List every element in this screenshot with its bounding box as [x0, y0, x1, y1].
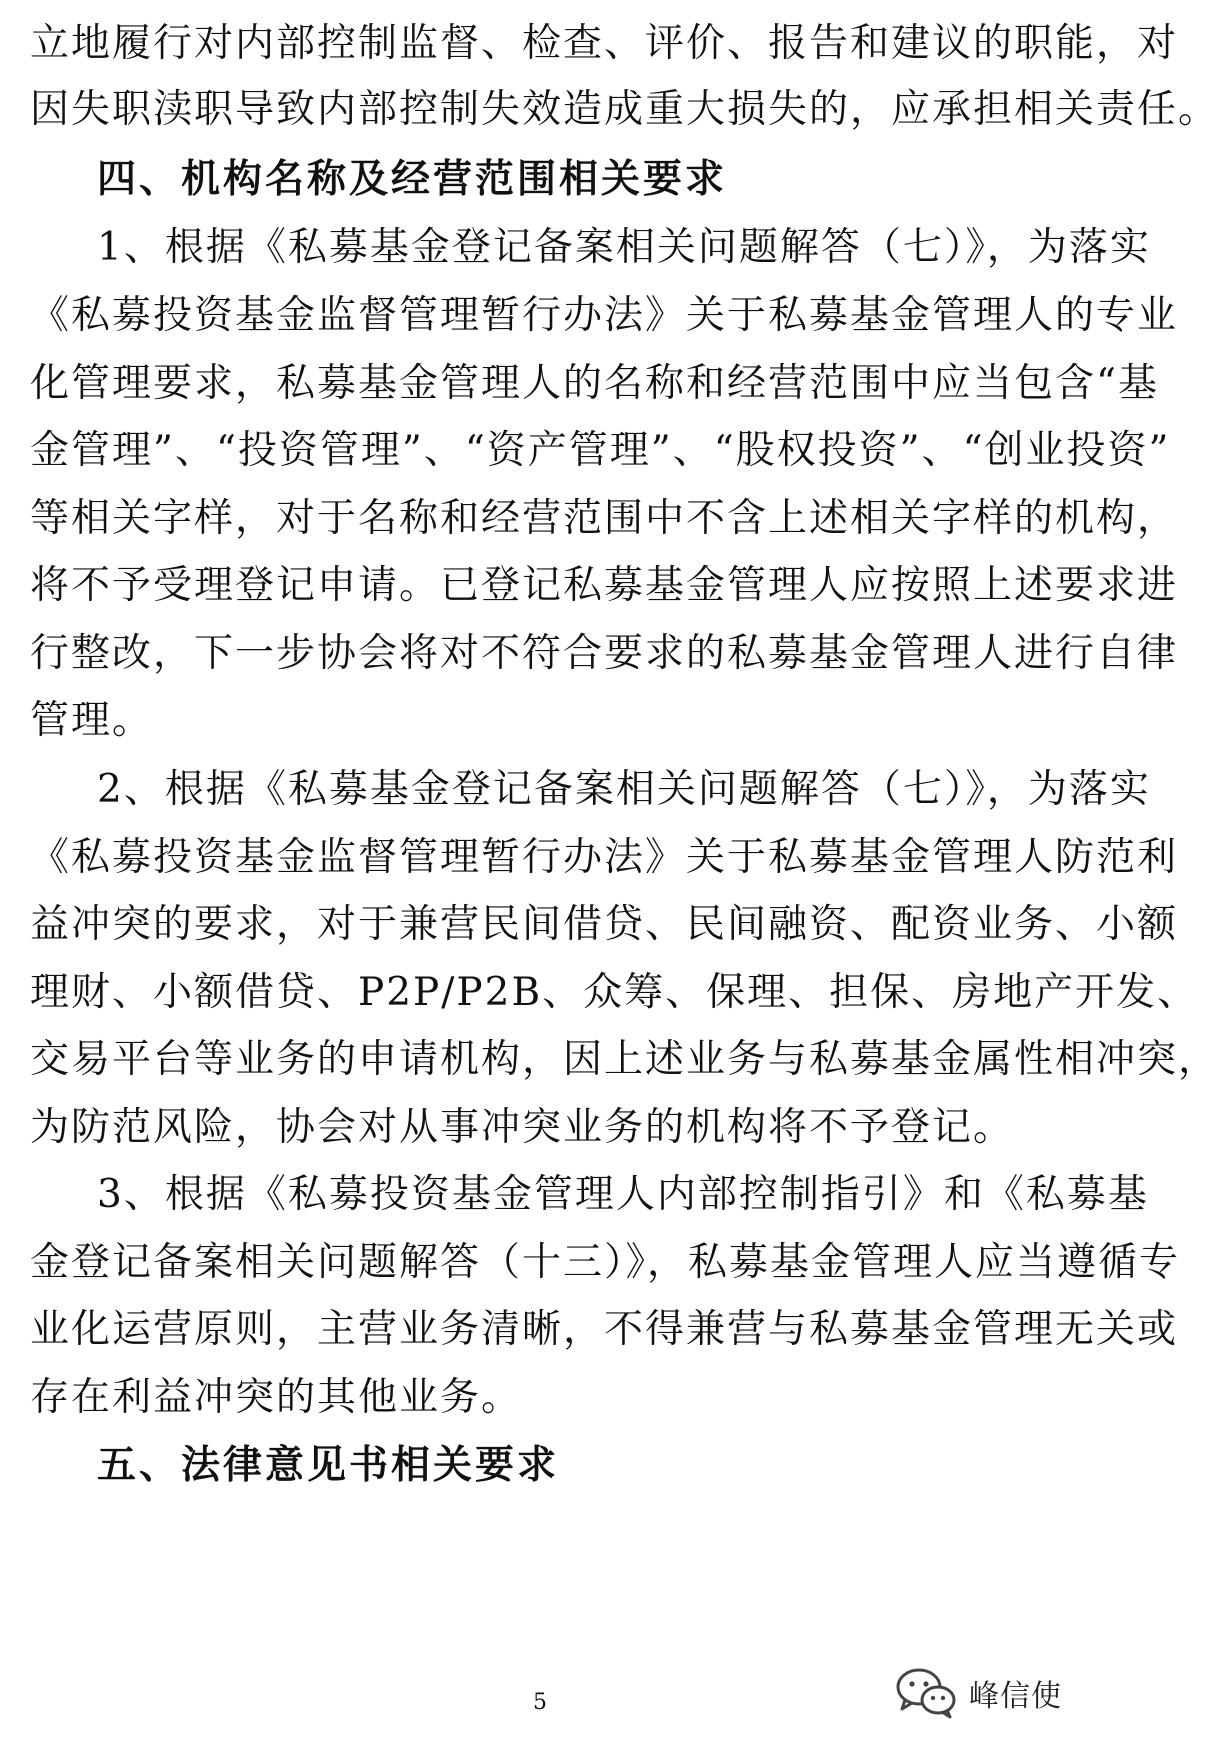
item1-line: 行整改，下一步协会将对不符合要求的私募基金管理人进行自律 — [30, 631, 1179, 676]
item2-line: 《私募投资基金监督管理暂行办法》关于私募基金管理人防范利 — [30, 835, 1179, 880]
item3-line: 金登记备案相关问题解答（十三）》，私募基金管理人应当遵循专 — [30, 1240, 1181, 1285]
item3-line: 业化运营原则，主营业务清晰，不得兼营与私募基金管理无关或 — [30, 1307, 1179, 1352]
item1-line: 将不予受理登记申请。已登记私募基金管理人应按照上述要求进 — [30, 563, 1179, 608]
page-number: 5 — [533, 1690, 547, 1715]
item2-line: 交易平台等业务的申请机构，因上述业务与私募基金属性相冲突， — [30, 1037, 1219, 1082]
wechat-icon — [895, 1664, 957, 1722]
item3-line: 3、根据《私募投资基金管理人内部控制指引》和《私募基 — [97, 1172, 1149, 1217]
paragraph-line: 立地履行对内部控制监督、检查、评价、报告和建议的职能，对 — [30, 21, 1179, 66]
item3-line: 存在利益冲突的其他业务。 — [30, 1375, 523, 1420]
section-heading-4: 四、机构名称及经营范围相关要求 — [97, 157, 728, 202]
item2-line: 理财、小额借贷、P2P/P2B、众筹、保理、担保、房地产开发、 — [30, 970, 1199, 1015]
item1-line: 管理。 — [30, 698, 154, 743]
item1-line: 化管理要求，私募基金管理人的名称和经营范围中应当包含“基 — [30, 361, 1159, 406]
watermark-text: 峰信使 — [969, 1679, 1062, 1714]
item2-line: 2、根据《私募基金登记备案相关问题解答（七）》，为落实 — [97, 767, 1151, 812]
item2-line: 益冲突的要求，对于兼营民间借贷、民间融资、配资业务、小额 — [30, 902, 1179, 947]
item1-line: 《私募投资基金监督管理暂行办法》关于私募基金管理人的专业 — [30, 293, 1179, 338]
item1-line: 等相关字样，对于名称和经营范围中不含上述相关字样的机构， — [30, 496, 1179, 541]
watermark — [895, 1664, 1062, 1722]
item1-line: 1、根据《私募基金登记备案相关问题解答（七）》，为落实 — [97, 225, 1151, 270]
item2-line: 为防范风险，协会对从事冲突业务的机构将不予登记。 — [30, 1105, 1015, 1150]
paragraph-line: 因失职渎职导致内部控制失效造成重大损失的，应承担相关责任。 — [30, 87, 1219, 132]
item1-line: 金管理”、“投资管理”、“资产管理”、“股权投资”、“创业投资” — [30, 428, 1171, 473]
section-heading-5: 五、法律意见书相关要求 — [97, 1443, 560, 1488]
